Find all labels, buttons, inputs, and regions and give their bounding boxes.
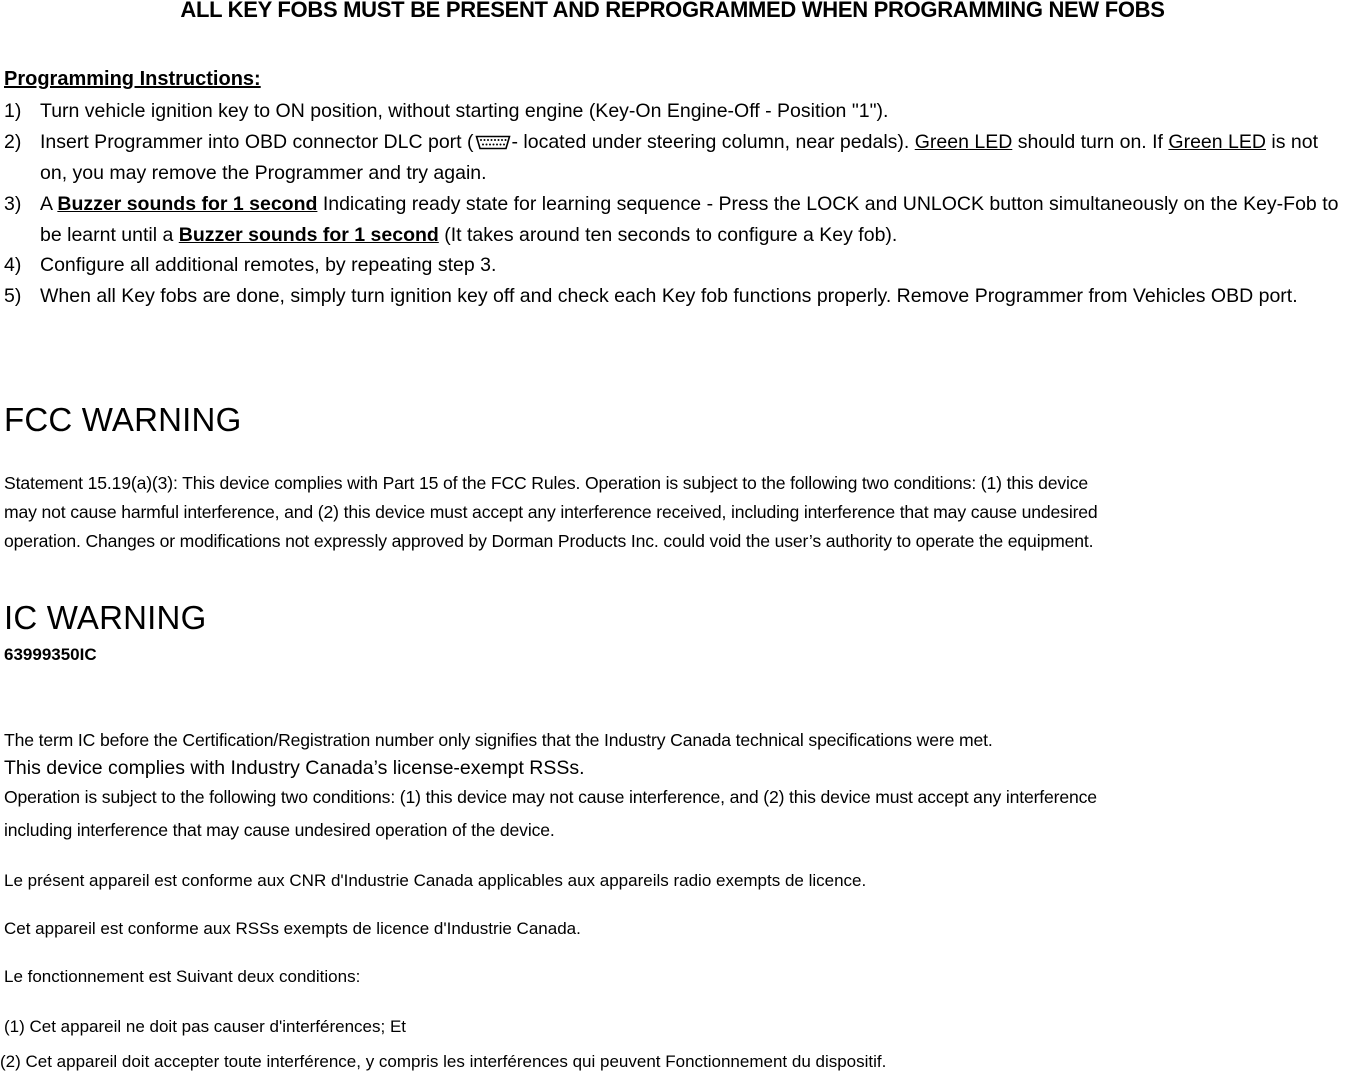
buzzer-emphasis: Buzzer sounds for 1 second	[178, 224, 439, 246]
step-text-part: A	[40, 193, 58, 215]
fcc-statement-line-1	[4, 473, 1088, 494]
obd-connector-icon	[475, 135, 511, 150]
step-text: When all Key fobs are done, simply turn ignition key off and check each Key fob functions properly. Remove Programmer from Vehicles OBD port.	[40, 285, 1298, 307]
step-text-part: is not on, you may remove the Programmer and try again.	[40, 131, 1318, 184]
ic-term-statement: The term IC before the Certification/Registration number only signifies that the Industry Canada technical specifications were met.	[4, 730, 993, 750]
step-text-part: (It takes around ten seconds to configure a Key fob).	[438, 224, 898, 246]
step-text-part: Insert Programmer into OBD connector DLC port (	[40, 131, 474, 153]
fcc-statement-line-2: may not cause harmful interference, and (2) this device must accept any interference received, including interference that may cause undesired	[4, 502, 1098, 522]
step-text: Turn vehicle ignition key to ON position, without starting engine (Key-On Engine-Off - Position "1").	[40, 100, 889, 122]
ic-complies-statement: This device complies with Industry Canada’s license-exempt RSSs.	[4, 757, 585, 779]
french-condition-2: (2) Cet appareil doit accepter toute interférence, y compris les interférences qui peuvent Fonctionnement du dispositif.	[0, 1052, 887, 1071]
ic-warning-title: IC WARNING	[4, 599, 207, 636]
step-text	[40, 127, 1344, 189]
fcc-statement-line-3: operation. Changes or modifications not expressly approved by Dorman Products Inc. could void the user’s authority to operate the equipment.	[4, 531, 1094, 551]
page-header: ALL KEY FOBS MUST BE PRESENT AND REPROGRAMMED WHEN PROGRAMMING NEW FOBS	[180, 0, 1165, 22]
french-condition-1: (1) Cet appareil ne doit pas causer d'interférences; Et	[4, 1017, 407, 1036]
step-number: 5)	[4, 285, 22, 307]
step-number: 4)	[4, 254, 22, 276]
ic-code: 63999350IC	[4, 645, 97, 664]
step-text-part: Indicating ready state for learning sequence - Press the LOCK and UNLOCK button simultaneously on the Key-Fob to be learnt until a	[40, 193, 1339, 246]
instructions-title: Programming Instructions:	[4, 68, 261, 90]
fcc-statement-label: Statement 15.19(a)(3):	[4, 473, 178, 493]
step-text-part: should turn on. If	[1012, 131, 1169, 153]
french-statement-1: Le présent appareil est conforme aux CNR d'Industrie Canada applicables aux appareils radio exempts de licence.	[4, 871, 867, 890]
green-led-label: Green LED	[1168, 131, 1266, 153]
french-statement-3: Le fonctionnement est Suivant deux conditions:	[4, 967, 361, 986]
step-text-part: - located under steering column, near pedals).	[511, 131, 915, 153]
step-text: Configure all additional remotes, by repeating step 3.	[40, 254, 497, 276]
green-led-label: Green LED	[914, 131, 1013, 153]
french-statement-2: Cet appareil est conforme aux RSSs exempts de licence d'Industrie Canada.	[4, 919, 581, 938]
step-number: 2)	[4, 131, 22, 153]
step-number: 3)	[4, 193, 22, 215]
fcc-warning-title: FCC WARNING	[4, 401, 242, 438]
ic-operation-line-1: Operation is subject to the following two conditions: (1) this device may not cause interference, and (2) this device must accept any interference	[4, 787, 1097, 807]
fcc-statement-text: This device complies with Part 15 of the FCC Rules. Operation is subject to the following two conditions: (1) this device	[177, 473, 1089, 493]
step-number: 1)	[4, 100, 22, 122]
step-text	[40, 189, 1344, 251]
ic-operation-line-2: including interference that may cause undesired operation of the device.	[4, 820, 555, 840]
buzzer-emphasis: Buzzer sounds for 1 second	[57, 193, 318, 215]
